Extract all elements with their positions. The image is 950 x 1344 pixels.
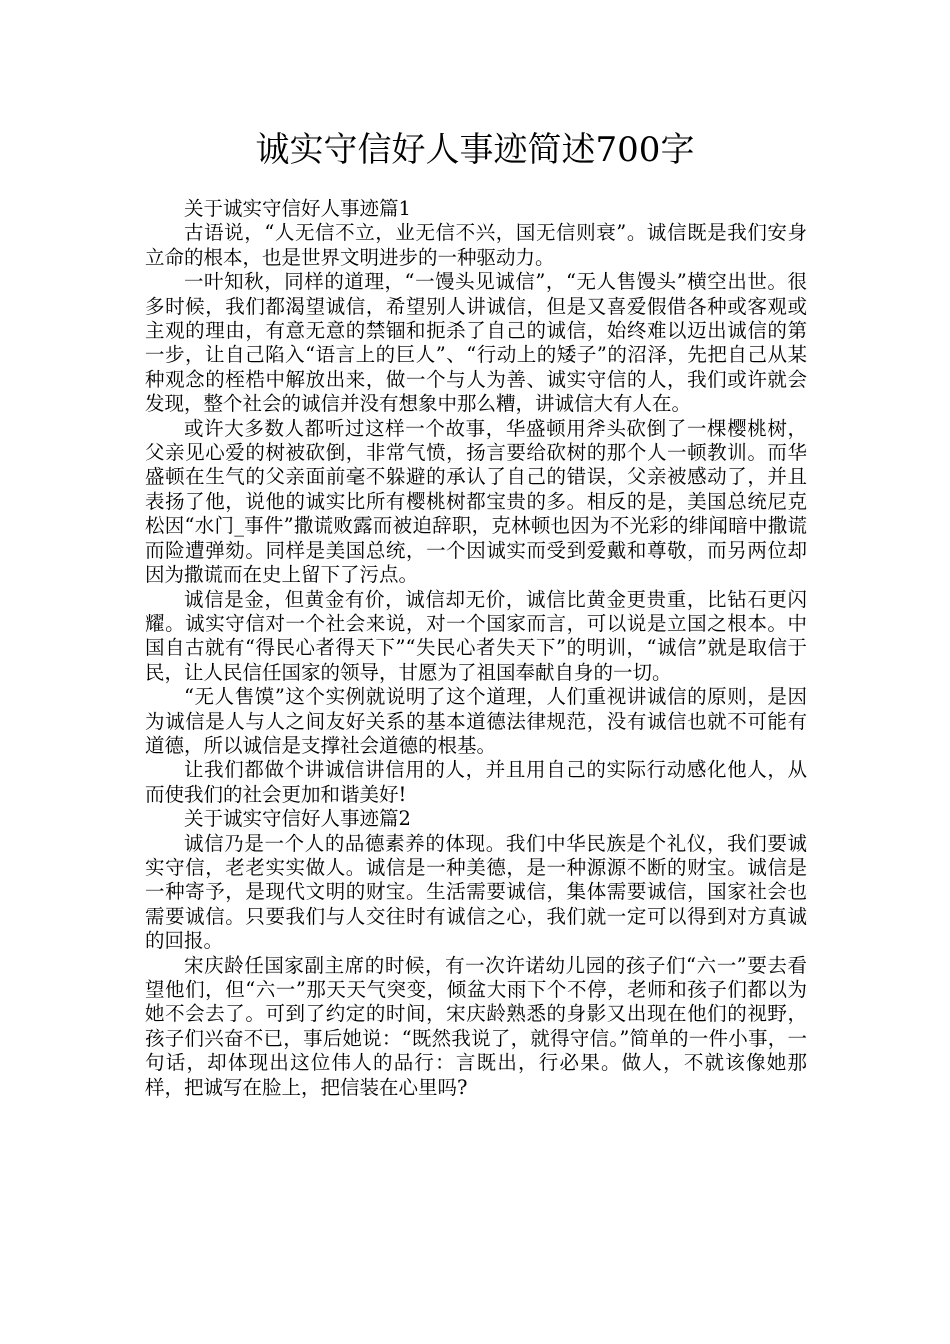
paragraph: 诚信乃是一个人的品德素养的体现。我们中华民族是个礼仪，我们要诚实守信，老老实实做人。诚信是一种美德，是一种源源不断的财宝。诚信是一种寄予，是现代文明的财宝。生活需要诚信，集体需要诚信，国家社会也需要诚信。只要我们与人交往时有诚信之心，我们就一定可以得到对方真诚的回报。 xyxy=(145,831,807,953)
section-heading-1: 关于诚实守信好人事迹篇1 xyxy=(184,197,411,220)
document-body xyxy=(145,197,807,1100)
page-title: 诚实守信好人事迹简述700字 xyxy=(255,130,695,170)
section-heading-2: 关于诚实守信好人事迹篇2 xyxy=(184,807,411,831)
paragraph: 一叶知秋，同样的道理，“一馒头见诚信”，“无人售馒头”横空出世。很多时候，我们都渴望诚信，希望别人讲诚信，但是又喜爱假借各种或客观或主观的理由，有意无意的禁锢和扼杀了自己的诚信，始终难以迈出诚信的第一步，让自己陷入“语言上的巨人”、“行动上的矮子”的沼泽，先把自己从某种观念的桎梏中解放出来，做一个与人为善、诚实守信的人，我们或许就会发现，整个社会的诚信并没有想象中那么糟，讲诚信大有人在。 xyxy=(145,270,807,416)
paragraph: 宋庆龄任国家副主席的时候，有一次许诺幼儿园的孩子们“六一”要去看望他们，但“六一”那天天气突变，倾盆大雨下个不停，老师和孩子们都以为她不会去了。可到了约定的时间，宋庆龄熟悉的身影又出现在他们的视野，孩子们兴奋不已，事后她说：“既然我说了，就得守信。”简单的一件小事，一句话，却体现出这位伟人的品行：言既出，行必果。做人，不就该像她那样，把诚写在脸上，把信装在心里吗? xyxy=(145,953,807,1099)
paragraph: “无人售馍”这个实例就说明了这个道理，人们重视讲诚信的原则，是因为诚信是人与人之间友好关系的基本道德法律规范，没有诚信也就不可能有道德，所以诚信是支撑社会道德的根基。 xyxy=(145,685,807,757)
paragraph: 古语说，“人无信不立，业无信不兴，国无信则衰”。诚信既是我们安身立命的根本，也是世界文明进步的一种驱动力。 xyxy=(145,221,807,269)
paragraph: 或许大多数人都听过这样一个故事，华盛顿用斧头砍倒了一棵樱桃树，父亲见心爱的树被砍倒，非常气愤，扬言要给砍树的那个人一顿教训。而华盛顿在生气的父亲面前毫不躲避的承认了自己的错误，父亲被感动了，并且表扬了他，说他的诚实比所有樱桃树都宝贵的多。相反的是，美国总统尼克松因“水门_事件”撒谎败露而被迫辞职，克林顿也因为不光彩的绯闻暗中撒谎而险遭弹劾。同样是美国总统，一个因诚实而受到爱戴和尊敬，而另两位却因为撒谎而在史上留下了污点。 xyxy=(145,416,807,587)
paragraph: 诚信是金，但黄金有价，诚信却无价，诚信比黄金更贵重，比钻石更闪耀。诚实守信对一个社会来说，对一个国家而言，可以说是立国之根本。中国自古就有“得民心者得天下”“失民心者失天下”的明训，“诚信”就是取信于民，让人民信任国家的领导，甘愿为了祖国奉献自身的一切。 xyxy=(145,587,807,684)
paragraph: 让我们都做个讲诚信讲信用的人，并且用自己的实际行动感化他人，从而使我们的社会更加和谐美好! xyxy=(145,758,807,806)
